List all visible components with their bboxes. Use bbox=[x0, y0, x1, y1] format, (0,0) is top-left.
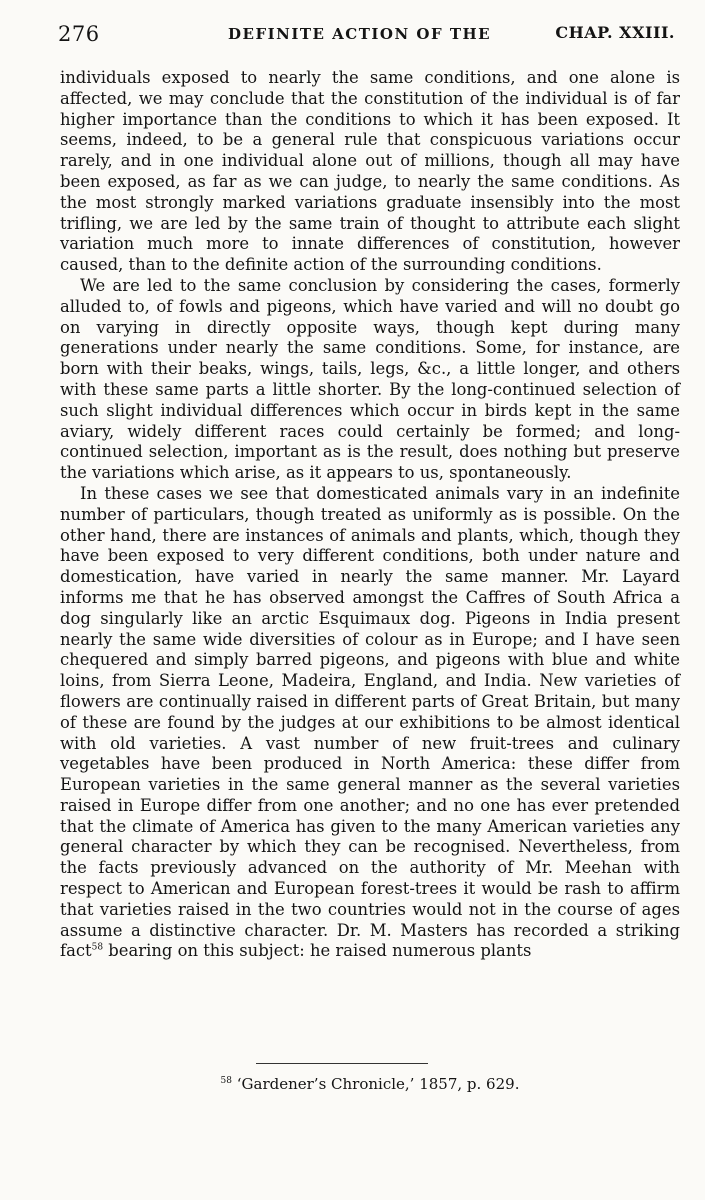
footnote bbox=[60, 1075, 680, 1093]
footnote-text: ‘Gardener’s Chronicle,’ 1857, p. 629. bbox=[236, 1075, 520, 1093]
running-title: DEFINITE ACTION OF THE bbox=[228, 25, 492, 43]
running-head bbox=[58, 22, 675, 50]
chapter-reference: CHAP. XXIII. bbox=[555, 23, 675, 42]
paragraph-2: We are led to the same conclusion by considering the cases, formerly alluded to, of fowls and pigeons, which have varied and will no doubt go on varying in directly opposite ways, though kept during many generations under nearly the same conditions. Some, for instance, are born with their beaks, wings, tails, legs, &c., a little longer, and others with these same parts a little shorter. By the long-continued selection of such slight individual differences which occur in birds kept in the same aviary, widely different races could certainly be formed; and long-continued selection, important as is the result, does nothing but preserve the variations which arise, as it appears to us, spontaneously. bbox=[60, 275, 680, 483]
paragraph-3-continuation: bearing on this subject: he raised numerous plants bbox=[108, 941, 532, 961]
page-number: 276 bbox=[58, 22, 100, 46]
footnote-marker: 58 bbox=[220, 1076, 232, 1086]
footnote-reference: 58 bbox=[91, 943, 104, 953]
paragraph-3 bbox=[60, 484, 680, 962]
paragraph-3-text: In these cases we see that domesticated animals vary in an indefinite number of particulars, though treated as uniformly as is possible. On the other hand, there are instances of animals and plants, which, though they have been exposed to very different conditions, both under nature and domestication, have varied in nearly the same manner. Mr. Layard informs me that he has observed amongst the Caffres of South Africa a dog singularly like an arctic Esquimaux dog. Pigeons in India present nearly the same wide diversities of colour as in Europe; and I have seen chequered and simply barred pigeons, and pigeons with blue and white loins, from Sierra Leone, Madeira, England, and India. New varieties of flowers are continually raised in different parts of Great Britain, but many of these are found by the judges at our exhibitions to be almost identical with old varieties. A vast number of new fruit-trees and culinary vegetables have been produced in North America: these differ from European varieties in the same general manner as the several varieties raised in Europe differ from one another; and no one has ever pretended that the climate of America has given to the many American varieties any general character by which they can be recognised. Nevertheless, from the facts previously advanced on the authority of Mr. Meehan with respect to American and European forest-trees it would be rash to affirm that varieties raised in the two countries would not in the course of ages assume a distinctive character. Dr. M. Masters has recorded a striking fact bbox=[60, 483, 680, 961]
body-text bbox=[60, 68, 680, 962]
paragraph-1: individuals exposed to nearly the same conditions, and one alone is affected, we may conclude that the constitution of the individual is of far higher importance than the conditions to which it has been exposed. It seems, indeed, to be a general rule that conspicuous variations occur rarely, and in one individual alone out of millions, though all may have been exposed, as far as we can judge, to nearly the same conditions. As the most strongly marked variations graduate insensibly into the most trifling, we are led by the same train of thought to attribute each slight variation much more to innate differences of constitution, however caused, than to the definite action of the surrounding conditions. bbox=[60, 68, 680, 275]
footnote-divider bbox=[256, 1063, 428, 1064]
